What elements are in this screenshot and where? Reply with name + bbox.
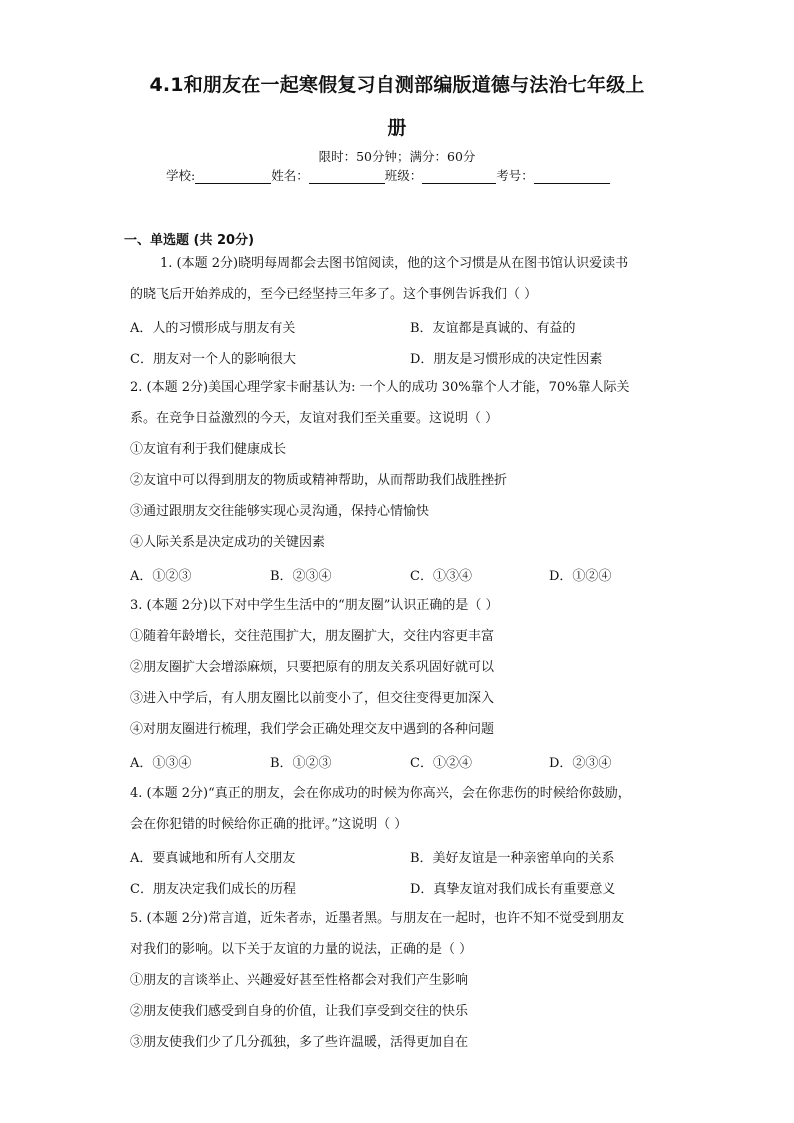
student-info-row [166,166,610,184]
q3-stem-line1: 3. (本题 2分)以下对中学生生活中的“朋友圈”认识正确的是（ ） [130,598,499,613]
exam-no-label: 考号： [496,168,534,183]
q5-statement-1: ①朋友的言谈举止、兴趣爱好甚至性格都会对我们产生影响 [130,973,469,988]
q3-option-b[interactable]: B．①②③ [270,756,332,771]
q2-stem-line2: 系。在竞争日益激烈的今天，友谊对我们至关重要。这说明（ ） [130,411,499,426]
q4-option-c[interactable]: C．朋友决定我们成长的历程 [130,882,296,897]
school-blank[interactable] [195,168,271,184]
q1-option-b[interactable]: B．友谊都是真诚的、有益的 [410,321,576,336]
q2-option-d[interactable]: D．①②④ [549,569,612,584]
time-limit: 限时：50分钟；满分：60分 [318,149,476,164]
q2-stem-line1: 2. (本题 2分)美国心理学家卡耐基认为: 一个人的成功 30%靠个人才能，70%靠人际关 [130,380,630,395]
q1-option-c[interactable]: C．朋友对一个人的影响很大 [130,352,296,367]
q3-option-d[interactable]: D．②③④ [549,756,612,771]
q5-statement-2: ②朋友使我们感受到自身的价值，让我们享受到交往的快乐 [130,1004,469,1019]
class-blank[interactable] [422,168,496,184]
q3-option-c[interactable]: C．①②④ [410,756,472,771]
q5-statement-3: ③朋友使我们少了几分孤独，多了些许温暖，活得更加自在 [130,1035,469,1050]
exam-no-blank[interactable] [534,168,610,184]
q2-statement-2: ②友谊中可以得到朋友的物质或精神帮助，从而帮助我们战胜挫折 [130,473,508,488]
q3-statement-4: ④对朋友圈进行梳理，我们学会正确处理交友中遇到的各种问题 [130,722,495,737]
q2-option-c[interactable]: C．①③④ [410,569,472,584]
section-title: 一、单选题 (共 20分) [124,233,255,248]
q1-stem-line2: 的晓飞后开始养成的，至今已经坚持三年多了。这个事例告诉我们（ ） [130,287,538,302]
school-label: 学校: [166,168,196,183]
q2-statement-4: ④人际关系是决定成功的关键因素 [130,535,326,550]
q1-option-d[interactable]: D．朋友是习惯形成的决定性因素 [410,352,603,367]
name-blank[interactable] [309,168,385,184]
q3-statement-3: ③进入中学后，有人朋友圈比以前变小了，但交往变得更加深入 [130,691,495,706]
q1-option-a[interactable]: A．人的习惯形成与朋友有关 [130,321,296,336]
q3-statement-2: ②朋友圈扩大会增添麻烦，只要把原有的朋友关系巩固好就可以 [130,660,495,675]
q3-option-a[interactable]: A．①③④ [130,756,192,771]
q3-statement-1: ①随着年龄增长，交往范围扩大，朋友圈扩大，交往内容更丰富 [130,629,495,644]
q4-option-d[interactable]: D．真挚友谊对我们成长有重要意义 [410,882,616,897]
q2-statement-1: ①友谊有利于我们健康成长 [130,442,287,457]
q2-option-a[interactable]: A．①②③ [130,569,192,584]
q4-option-b[interactable]: B．美好友谊是一种亲密单向的关系 [410,851,615,866]
name-label: 姓名： [271,168,309,183]
q2-statement-3: ③通过跟朋友交往能够实现心灵沟通，保持心情愉快 [130,504,430,519]
q4-stem-line1: 4. (本题 2分)“真正的朋友，会在你成功的时候为你高兴，会在你悲伤的时候给你鼓励， [130,786,631,801]
q4-option-a[interactable]: A．要真诚地和所有人交朋友 [130,851,296,866]
q1-stem-line1: 1. (本题 2分)晓明每周都会去图书馆阅读，他的这个习惯是从在图书馆认识爱读书 [160,256,629,271]
exam-title-line1: 4.1和朋友在一起寒假复习自测部编版道德与法治七年级上 [149,74,645,96]
q5-stem-line2: 对我们的影响。以下关于友谊的力量的说法，正确的是（ ） [130,942,473,957]
q5-stem-line1: 5. (本题 2分)常言道，近朱者赤，近墨者黑。与朋友在一起时，也许不知不觉受到朋友 [130,911,625,926]
q4-stem-line2: 会在你犯错的时候给你正确的批评。”这说明（ ） [130,817,408,832]
exam-title-line2: 册 [387,117,407,139]
q2-option-b[interactable]: B．②③④ [270,569,332,584]
class-label: 班级： [384,168,423,183]
